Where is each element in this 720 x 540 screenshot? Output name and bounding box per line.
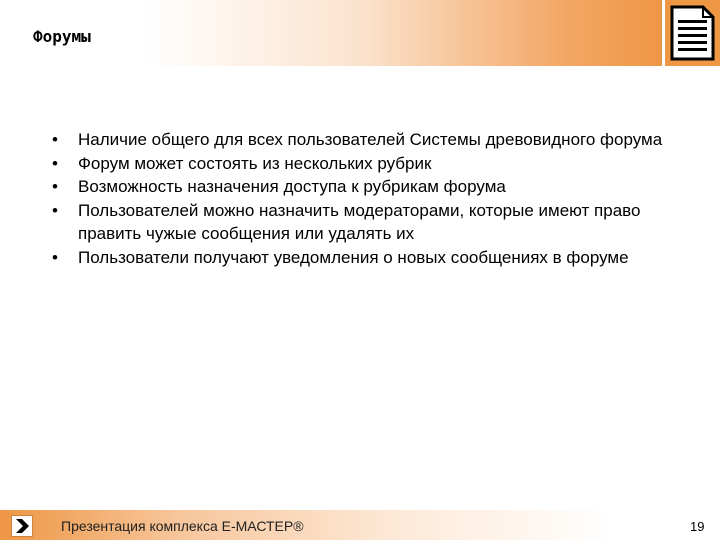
bullet-item	[52, 199, 702, 246]
bullet-text: Пользователей можно назначить модераторами, которые имеют право править чужые сообщения или удалять их	[78, 200, 641, 243]
bullet-marker: •	[52, 130, 58, 149]
bullet-item	[52, 152, 702, 176]
bullet-text: Возможность назначения доступа к рубрикам форума	[78, 177, 506, 196]
bullet-marker: •	[52, 177, 58, 196]
bullet-text: Пользователи получают уведомления о новых сообщениях в форуме	[78, 247, 629, 267]
bullet-text: Наличие общего для всех пользователей Системы древовидного форума	[78, 130, 663, 149]
bullet-text: Форум может состоять из нескольких рубрик	[78, 153, 432, 173]
slide-title: Форумы	[33, 27, 91, 46]
bullet-item	[52, 246, 702, 270]
footer-nav-button[interactable]	[11, 515, 33, 537]
bullet-item	[52, 175, 702, 199]
header-icon-box	[665, 0, 720, 66]
bullet-list	[52, 128, 702, 269]
bullet-item	[52, 128, 702, 152]
page-number: 19	[690, 519, 705, 534]
header-band	[0, 0, 662, 66]
bullet-marker: •	[52, 153, 58, 173]
arrow-right-icon	[13, 517, 31, 535]
footer-text: Презентация комплекса Е-МАСТЕР®	[61, 518, 304, 534]
bullet-marker: •	[52, 247, 58, 267]
bullet-marker: •	[52, 200, 58, 220]
document-icon	[670, 5, 715, 61]
